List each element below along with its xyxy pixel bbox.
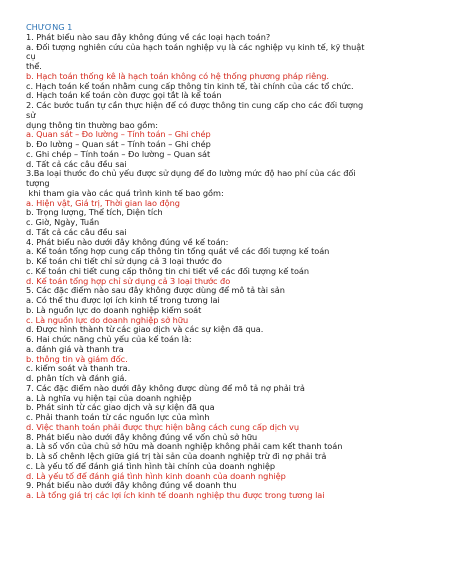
text-line: a. Quan sát – Đo lường – Tính toán – Ghi chép xyxy=(26,129,211,140)
text-line: a. đánh giá và thanh tra xyxy=(26,343,124,354)
text-line: a. Hiện vật, Giá trị, Thời gian lao động xyxy=(26,197,180,208)
text-line: b. Trọng lượng, Thể tích, Diện tích xyxy=(26,207,163,218)
text-line: khi tham gia vào các quá trình kinh tế bao gồm: xyxy=(26,187,224,198)
text-line: c. Hạch toán kế toán nhằm cung cấp thông tin kinh tế, tài chính của các tổ chức. xyxy=(26,80,354,91)
text-line: d. phân tích và đánh giá. xyxy=(26,373,127,383)
text-line: d. Kế toán tổng hợp chỉ sử dụng cả 3 loại thước đo xyxy=(26,275,231,286)
text-line: d. Tất cả các câu đều sai xyxy=(26,226,127,237)
text-line: c. Ghi chép – Tính toán – Đo lường – Quan sát xyxy=(26,148,211,159)
text-line: d. Là yếu tố để đánh giá tình hình kinh doanh của doanh nghiệp xyxy=(26,470,286,481)
text-line: 9. Phát biểu nào dưới đây không đúng về doanh thu xyxy=(26,480,237,491)
text-line: b. Hạch toán thống kê là hạch toán không có hệ thống phương pháp riêng. xyxy=(26,70,329,81)
text-line: b. Đo lường – Quan sát – Tính toán – Ghi chép xyxy=(26,139,211,149)
text-line: thể. xyxy=(26,61,42,71)
text-line: c. kiểm soát và thanh tra. xyxy=(26,363,131,374)
text-line: 1. Phát biểu nào sau đây không đúng về các loại hạch toán? xyxy=(26,31,271,42)
text-line: 2. Các bước tuần tự cần thực hiện để có được thông tin cung cấp cho các đối tượng xyxy=(26,100,364,110)
text-line: 4. Phát biểu nào dưới đây không đúng về kế toán: xyxy=(26,236,229,247)
text-line: c. Là yếu tố để đánh giá tình hình tài chính của doanh nghiệp xyxy=(26,460,276,471)
text-line: a. Đối tượng nghiên cứu của hạch toán nghiệp vụ là các nghiệp vụ kinh tế, kỹ thuật xyxy=(26,41,365,52)
text-line: d. Hạch toán kế toán còn được gọi tắt là kế toán xyxy=(26,90,222,101)
text-line: c. Kế toán chi tiết cung cấp thông tin chi tiết về các đối tượng kế toán xyxy=(26,265,310,276)
text-line: tượng xyxy=(26,178,50,188)
text-line: c. Là nguồn lực do doanh nghiệp sở hữu xyxy=(26,314,189,325)
text-line: 8. Phát biểu nào dưới đây không đúng về vốn chủ sở hữu xyxy=(26,431,258,442)
text-line: 5. Các đặc điểm nào sau đây không được dùng để mô tả tài sản xyxy=(26,285,285,296)
text-line: dụng thông tin thường bao gồm: xyxy=(26,119,158,130)
text-line: a. Là tổng giá trị các lợi ích kinh tế doanh nghiệp thu được trong tương lai xyxy=(26,490,325,500)
text-line: d. Được hình thành từ các giao dịch và các sự kiện đã qua. xyxy=(26,324,264,335)
text-line: c. Phải thanh toán từ các nguồn lực của mình xyxy=(26,412,210,422)
document-body xyxy=(26,23,416,501)
text-line: 3.Ba loại thước đo chủ yếu được sử dụng để đo lường mức độ hao phí của các đối xyxy=(26,168,356,179)
text-line: b. Phát sinh từ các giao dịch và sự kiện đã qua xyxy=(26,402,215,413)
text-line: 6. Hai chức năng chủ yếu của kế toán là: xyxy=(26,334,192,344)
text-line: a. Kế toán tổng hợp cung cấp thông tin tổng quát về các đối tượng kế toán xyxy=(26,246,330,257)
text-line: cụ xyxy=(26,51,36,62)
text-line: CHƯƠNG 1 xyxy=(26,22,73,32)
text-line: b. Là số chênh lệch giữa giá trị tài sản của doanh nghiệp trừ đi nợ phải trả xyxy=(26,451,327,461)
text-line: a. Là số vốn của chủ sở hữu mà doanh nghiệp không phải cam kết thanh toán xyxy=(26,441,343,452)
text-line: d. Tất cả các câu đều sai xyxy=(26,158,127,169)
text-line: a. Là nghĩa vụ hiện tại của doanh nghiệp xyxy=(26,392,192,403)
text-line: c. Giờ, Ngày, Tuần xyxy=(26,217,100,227)
text-line: d. Việc thanh toán phải được thực hiện bằng cách cung cấp dịch vụ xyxy=(26,421,299,432)
text-line: sử xyxy=(26,109,36,120)
text-line: b. Kế toán chi tiết chỉ sử dụng cả 3 loại thước đo xyxy=(26,256,222,266)
text-line: a. Có thể thu được lợi ích kinh tế trong tương lai xyxy=(26,295,220,305)
text-line: b. thông tin và giám đốc. xyxy=(26,353,128,364)
text-line: b. Là nguồn lực do doanh nghiệp kiểm soát xyxy=(26,304,202,315)
text-line: 7. Các đặc điểm nào dưới đây không được dùng để mô tả nợ phải trả xyxy=(26,382,305,393)
